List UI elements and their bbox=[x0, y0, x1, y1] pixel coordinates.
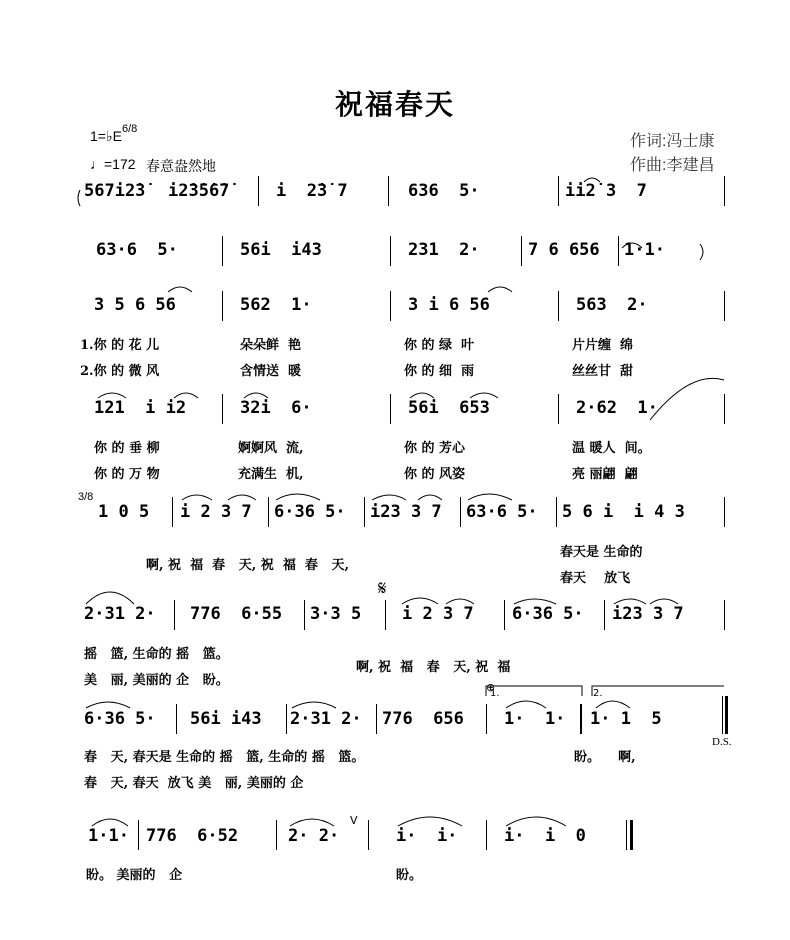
lyric-line: 盼。 啊, bbox=[574, 750, 636, 765]
song-title: 祝福春天 bbox=[334, 88, 455, 121]
note-group: 567i2̇3̇ bbox=[84, 181, 146, 201]
note-group: 6·36 5· bbox=[274, 502, 346, 522]
note-group: 63·6 5· bbox=[96, 240, 178, 260]
note-group: i 2 3 7 bbox=[180, 502, 252, 522]
lyric-line: 含情送 暖 bbox=[240, 364, 302, 379]
volta-2-label: 2. bbox=[593, 688, 603, 699]
note-group: 563 2· bbox=[576, 295, 648, 315]
lyric-line: 1.你 的 花 儿 bbox=[80, 338, 160, 353]
composer-credit: 作曲:李建昌 bbox=[630, 157, 715, 174]
lyric-line: 你 的 万 物 bbox=[94, 467, 160, 482]
lyric-line: 你 的 绿 叶 bbox=[404, 338, 475, 353]
note-group: i 2̇3̇ 7 bbox=[276, 181, 348, 201]
note-group: 56i i43 bbox=[240, 240, 322, 260]
tempo-mark: ♩=172 bbox=[90, 156, 136, 172]
note-group: 63·6 5· bbox=[466, 502, 538, 522]
note-group: 562 1· bbox=[240, 295, 312, 315]
lyric-line: 啊, 祝 福 春 天, 祝 福 春 天, bbox=[146, 558, 349, 573]
note-group: 1· 1· bbox=[504, 709, 566, 729]
note-group: 121 i i2 bbox=[94, 398, 187, 418]
note-group: 636 5· bbox=[408, 181, 480, 201]
lyric-line: 啊, 祝 福 春 天, 祝 福 bbox=[356, 660, 511, 675]
note-group: 2·31 2· bbox=[290, 709, 362, 729]
note-group: 6·36 5· bbox=[84, 709, 156, 729]
lyric-line: 春 天, 春天是 生命的 摇 篮, 生命的 摇 篮。 bbox=[84, 750, 365, 765]
lyric-line: 婀婀风 流, bbox=[238, 441, 304, 456]
coda-mark: ⊕ bbox=[486, 681, 496, 694]
note-group: i2̇3̇5̇6̇7̇ bbox=[168, 181, 230, 201]
expression-mark: 春意盎然地 bbox=[146, 158, 216, 174]
volta-1-label: 1. bbox=[490, 688, 500, 699]
note-group: i· i 0 bbox=[504, 826, 586, 846]
lyric-line: 你 的 风姿 bbox=[404, 467, 466, 482]
lyric-line: 充满生 机, bbox=[238, 467, 304, 482]
lyric-line: 你 的 细 雨 bbox=[404, 364, 475, 379]
note-group: 1· 1 5 bbox=[590, 709, 662, 729]
lyric-line: 你 的 芳心 bbox=[404, 441, 466, 456]
lyricist-credit: 作词:冯士康 bbox=[630, 133, 715, 150]
lyric-line: 美 丽, 美丽的 企 盼。 bbox=[84, 673, 229, 688]
note-group: 231 2· bbox=[408, 240, 480, 260]
lyric-line: 2.你 的 微 风 bbox=[80, 364, 160, 379]
time-signature-change: 3/8 bbox=[78, 491, 94, 503]
lyric-line: 丝丝甘 甜 bbox=[572, 364, 634, 379]
note-group: 2· 2· bbox=[288, 826, 340, 846]
lyric-line: 温 暖人 间。 bbox=[572, 441, 651, 456]
lyric-line: 春天是 生命的 bbox=[560, 545, 643, 560]
note-group: ii2̇ 3 7 bbox=[565, 181, 647, 201]
note-group: 3·3 5 bbox=[310, 604, 362, 624]
note-group: 56i i43 bbox=[190, 709, 262, 729]
time-signature: 6/8 bbox=[122, 123, 138, 135]
note-group: 2·31 2· bbox=[84, 604, 156, 624]
note-group: 6·36 5· bbox=[512, 604, 584, 624]
lyric-line: 春天 放飞 bbox=[560, 571, 631, 586]
lyric-line: 盼。 美丽的 企 bbox=[86, 868, 183, 883]
lyric-line: 你 的 垂 柳 bbox=[94, 441, 160, 456]
note-group: 776 6·55 bbox=[190, 604, 283, 624]
lyric-line: 摇 篮, 生命的 摇 篮。 bbox=[84, 647, 229, 662]
note-group: 3 5 6 56 bbox=[94, 295, 176, 315]
note-group: 5 6 i i 4 3 bbox=[562, 502, 685, 522]
segno-mark: 𝄋 bbox=[378, 576, 387, 600]
note-group: 32i 6· bbox=[240, 398, 312, 418]
note-group: 1·1· bbox=[88, 826, 129, 846]
note-group: i· i· bbox=[396, 826, 458, 846]
note-group: 56i 653 bbox=[408, 398, 490, 418]
lyric-line: 春 天, 春天 放飞 美 丽, 美丽的 企 bbox=[84, 776, 304, 791]
note-group: 1·1· bbox=[624, 240, 665, 260]
lyric-line: 片片缠 绵 bbox=[572, 338, 634, 353]
note-group: i23 3 7 bbox=[612, 604, 684, 624]
note-group: 7 6 656 bbox=[528, 240, 600, 260]
lyric-line: 盼。 bbox=[396, 868, 423, 883]
dal-segno-mark: D.S. bbox=[712, 736, 732, 748]
note-group: 776 6·52 bbox=[146, 826, 239, 846]
lyric-line: 朵朵鲜 艳 bbox=[240, 338, 302, 353]
lyric-line: 亮 丽翩 翩 bbox=[572, 467, 638, 482]
note-group: i23 3 7 bbox=[370, 502, 442, 522]
note-group: 1 0 5 bbox=[98, 502, 150, 522]
key-signature: 1=♭E bbox=[90, 128, 122, 144]
note-group: 3 i 6 56 bbox=[408, 295, 490, 315]
note-group: i 2 3 7 bbox=[402, 604, 474, 624]
breath-mark: V bbox=[350, 814, 358, 827]
note-group: 2·62 1· bbox=[576, 398, 658, 418]
note-group: 776 656 bbox=[382, 709, 464, 729]
